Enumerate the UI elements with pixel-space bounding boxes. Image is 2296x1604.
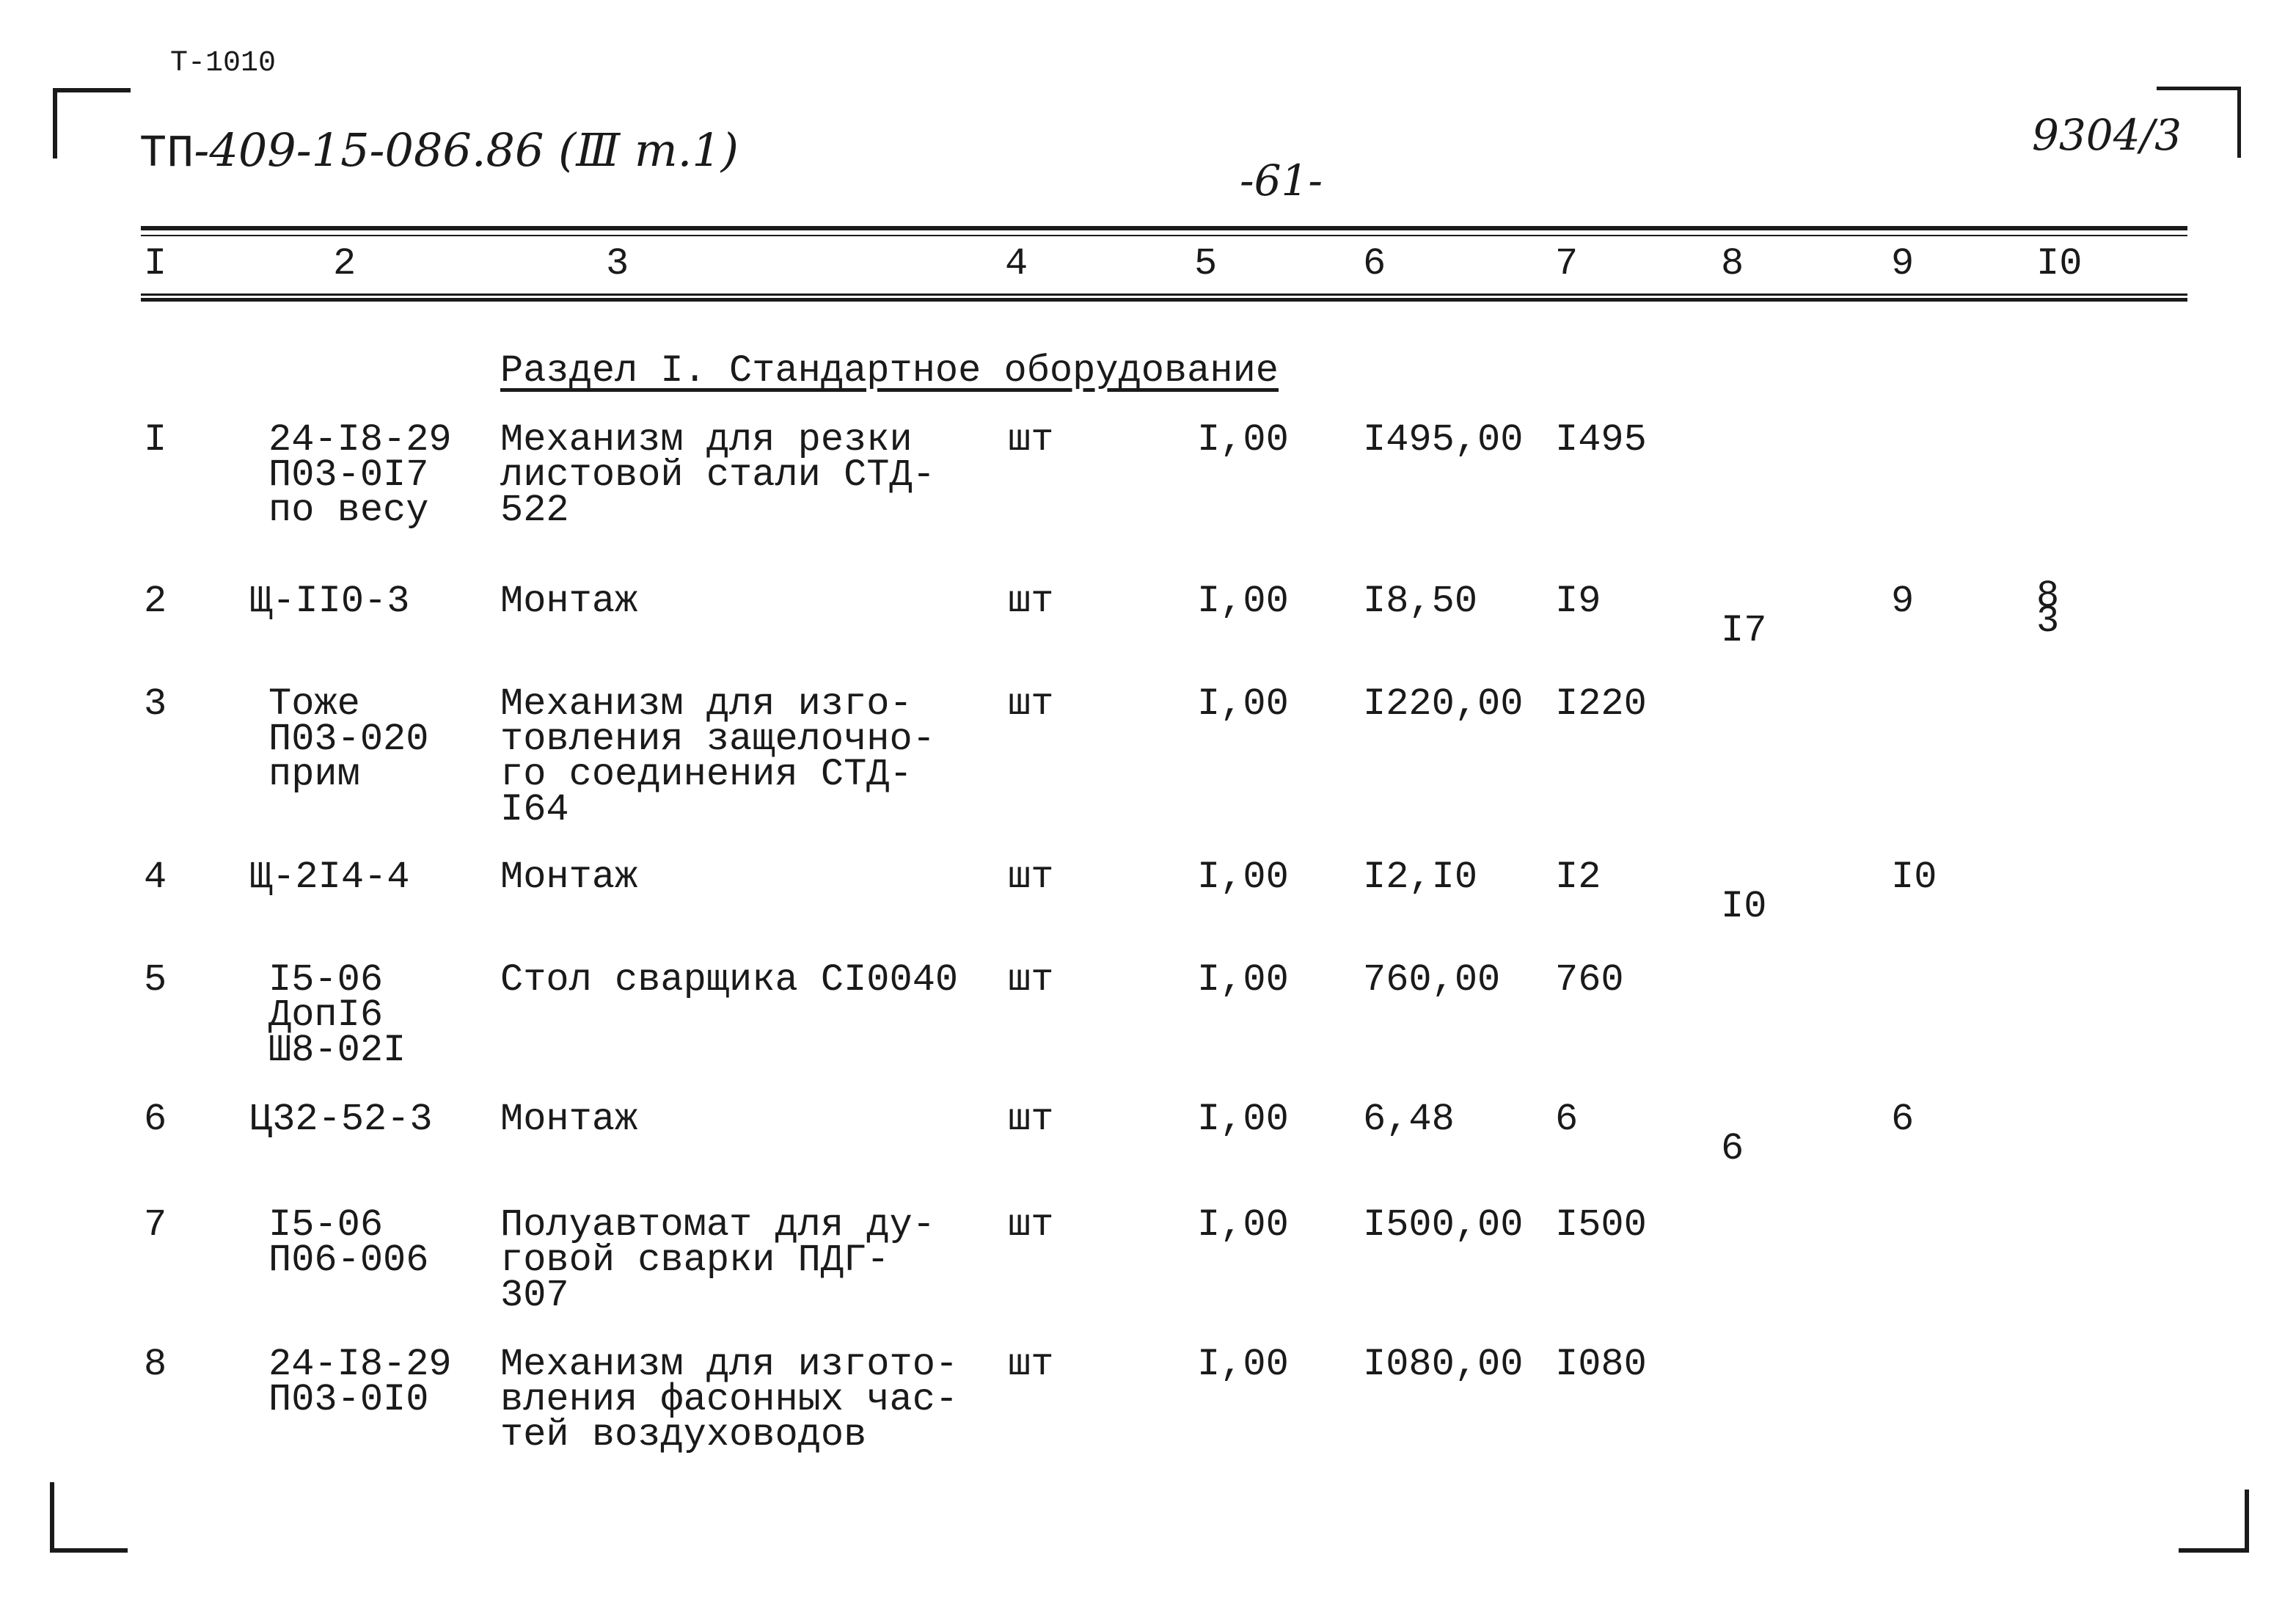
item-name-line: Полуавтомат для ду-	[500, 1203, 935, 1247]
item-price: 6,48	[1363, 1098, 1455, 1141]
item-code-line: Ц32-52-3	[249, 1098, 433, 1141]
column-8-value: 6	[1721, 1127, 1744, 1170]
column-10-value: 8 3	[2036, 575, 2060, 643]
item-code	[268, 418, 452, 532]
item-unit: шт	[1008, 1203, 1054, 1247]
header-bottom-rule-thick	[141, 298, 2187, 302]
document-code: Т-1010	[170, 47, 277, 80]
item-name-line: 522	[500, 489, 569, 532]
column-9-value: 9	[1891, 580, 1915, 623]
item-code-line: ДопI6	[268, 994, 384, 1037]
item-name	[500, 1203, 935, 1317]
page-number: -61-	[1240, 156, 1323, 205]
item-unit: шт	[1008, 958, 1054, 1002]
item-name-line: говой сварки ПДГ-	[500, 1239, 890, 1282]
column-header-1: I	[144, 242, 167, 285]
item-name-line: Механизм для изго-	[500, 682, 913, 726]
item-total: I9	[1555, 580, 1601, 623]
item-code	[249, 580, 410, 623]
row-number: 6	[144, 1098, 167, 1141]
item-name-line: I64	[500, 788, 569, 831]
item-total: I500	[1555, 1203, 1647, 1247]
item-total: I220	[1555, 682, 1647, 726]
column-header-4: 4	[1005, 242, 1028, 285]
item-name-line: Механизм для резки	[500, 418, 913, 462]
item-price: I500,00	[1363, 1203, 1524, 1247]
item-price: I220,00	[1363, 682, 1524, 726]
row-number: 5	[144, 958, 167, 1002]
item-code-line: П03-020	[268, 718, 429, 761]
item-name-line: товления защелочно-	[500, 718, 935, 761]
item-unit: шт	[1008, 682, 1054, 726]
item-price: I080,00	[1363, 1343, 1524, 1386]
item-quantity: I,00	[1197, 1098, 1289, 1141]
column-9-value: 6	[1891, 1098, 1915, 1141]
item-code	[268, 682, 429, 796]
item-name	[500, 682, 935, 831]
row-number: 2	[144, 580, 167, 623]
column-header-8: 8	[1721, 242, 1744, 285]
corner-bracket-top-left	[53, 88, 131, 158]
item-code-line: Щ-II0-3	[249, 580, 410, 623]
item-code	[249, 856, 410, 899]
item-quantity: I,00	[1197, 580, 1289, 623]
item-name-line: вления фасонных час-	[500, 1378, 959, 1421]
item-price: I2,I0	[1363, 856, 1478, 899]
column-8-value: I0	[1721, 885, 1767, 928]
sheet-reference: 9304/3	[2032, 110, 2182, 160]
item-code	[268, 1343, 452, 1421]
column-8-value: I7	[1721, 609, 1767, 652]
item-code-line: Ш8-02I	[268, 1029, 406, 1072]
item-name-line: 307	[500, 1274, 569, 1317]
column-header-9: 9	[1891, 242, 1915, 285]
item-code-line: I5-06	[268, 958, 384, 1002]
corner-bracket-top-right	[2157, 87, 2241, 158]
item-code-line: I5-06	[268, 1203, 384, 1247]
item-total: 6	[1555, 1098, 1579, 1141]
header-top-rule-thin	[141, 235, 2187, 236]
item-quantity: I,00	[1197, 1203, 1289, 1247]
item-total: I495	[1555, 418, 1647, 462]
header-bottom-rule	[141, 294, 2187, 296]
item-total: I080	[1555, 1343, 1647, 1386]
item-code-line: 24-I8-29	[268, 1343, 452, 1386]
item-code-line: 24-I8-29	[268, 418, 452, 462]
project-prefix: ТП	[139, 128, 194, 180]
item-name	[500, 580, 638, 623]
project-number-handwritten: -409-15-086.86 (Ⅲ т.1)	[194, 123, 739, 177]
item-code-line: П06-006	[268, 1239, 429, 1282]
item-name-line: го соединения СТД-	[500, 753, 913, 796]
item-quantity: I,00	[1197, 1343, 1289, 1386]
item-name-line: Механизм для изгото-	[500, 1343, 959, 1386]
item-code-line: прим	[268, 753, 360, 796]
column-9-value: I0	[1891, 856, 1937, 899]
row-number: 4	[144, 856, 167, 899]
row-number: 3	[144, 682, 167, 726]
item-code	[249, 1098, 433, 1141]
item-name	[500, 1343, 959, 1457]
item-code-line: по весу	[268, 489, 429, 532]
item-total: 760	[1555, 958, 1624, 1002]
item-code	[268, 958, 406, 1072]
item-unit: шт	[1008, 1343, 1054, 1386]
item-unit: шт	[1008, 580, 1054, 623]
item-quantity: I,00	[1197, 856, 1289, 899]
item-code	[268, 1203, 429, 1282]
item-price: 760,00	[1363, 958, 1501, 1002]
column-header-10: I0	[2036, 242, 2083, 285]
column-header-2: 2	[333, 242, 357, 285]
corner-bracket-bottom-left	[50, 1482, 128, 1553]
row-number: I	[144, 418, 167, 462]
project-number	[139, 123, 739, 180]
item-quantity: I,00	[1197, 958, 1289, 1002]
item-code-line: П03-0I0	[268, 1378, 429, 1421]
corner-bracket-bottom-right	[2179, 1490, 2249, 1553]
item-code-line: Щ-2I4-4	[249, 856, 410, 899]
row-number: 8	[144, 1343, 167, 1386]
item-total: I2	[1555, 856, 1601, 899]
item-name-line: листовой стали СТД-	[500, 453, 935, 497]
section-title: Раздел I. Стандартное оборудование	[500, 349, 1279, 393]
item-unit: шт	[1008, 418, 1054, 462]
item-quantity: I,00	[1197, 418, 1289, 462]
item-name-line: Монтаж	[500, 856, 638, 899]
column-header-7: 7	[1555, 242, 1579, 285]
item-unit: шт	[1008, 856, 1054, 899]
item-unit: шт	[1008, 1098, 1054, 1141]
item-quantity: I,00	[1197, 682, 1289, 726]
item-name-line: Монтаж	[500, 580, 638, 623]
item-name	[500, 418, 935, 532]
item-code-line: Тоже	[268, 682, 360, 726]
item-name-line: Стол сварщика СI0040	[500, 958, 959, 1002]
item-name-line: Монтаж	[500, 1098, 638, 1141]
item-price: I8,50	[1363, 580, 1478, 623]
item-name	[500, 958, 959, 1002]
item-price: I495,00	[1363, 418, 1524, 462]
row-number: 7	[144, 1203, 167, 1247]
column-header-5: 5	[1194, 242, 1218, 285]
item-name	[500, 1098, 638, 1141]
item-name	[500, 856, 638, 899]
item-name-line: тей воздуховодов	[500, 1413, 867, 1457]
header-top-rule	[141, 226, 2187, 230]
column-header-6: 6	[1363, 242, 1386, 285]
item-code-line: П03-0I7	[268, 453, 429, 497]
column-header-3: 3	[606, 242, 629, 285]
